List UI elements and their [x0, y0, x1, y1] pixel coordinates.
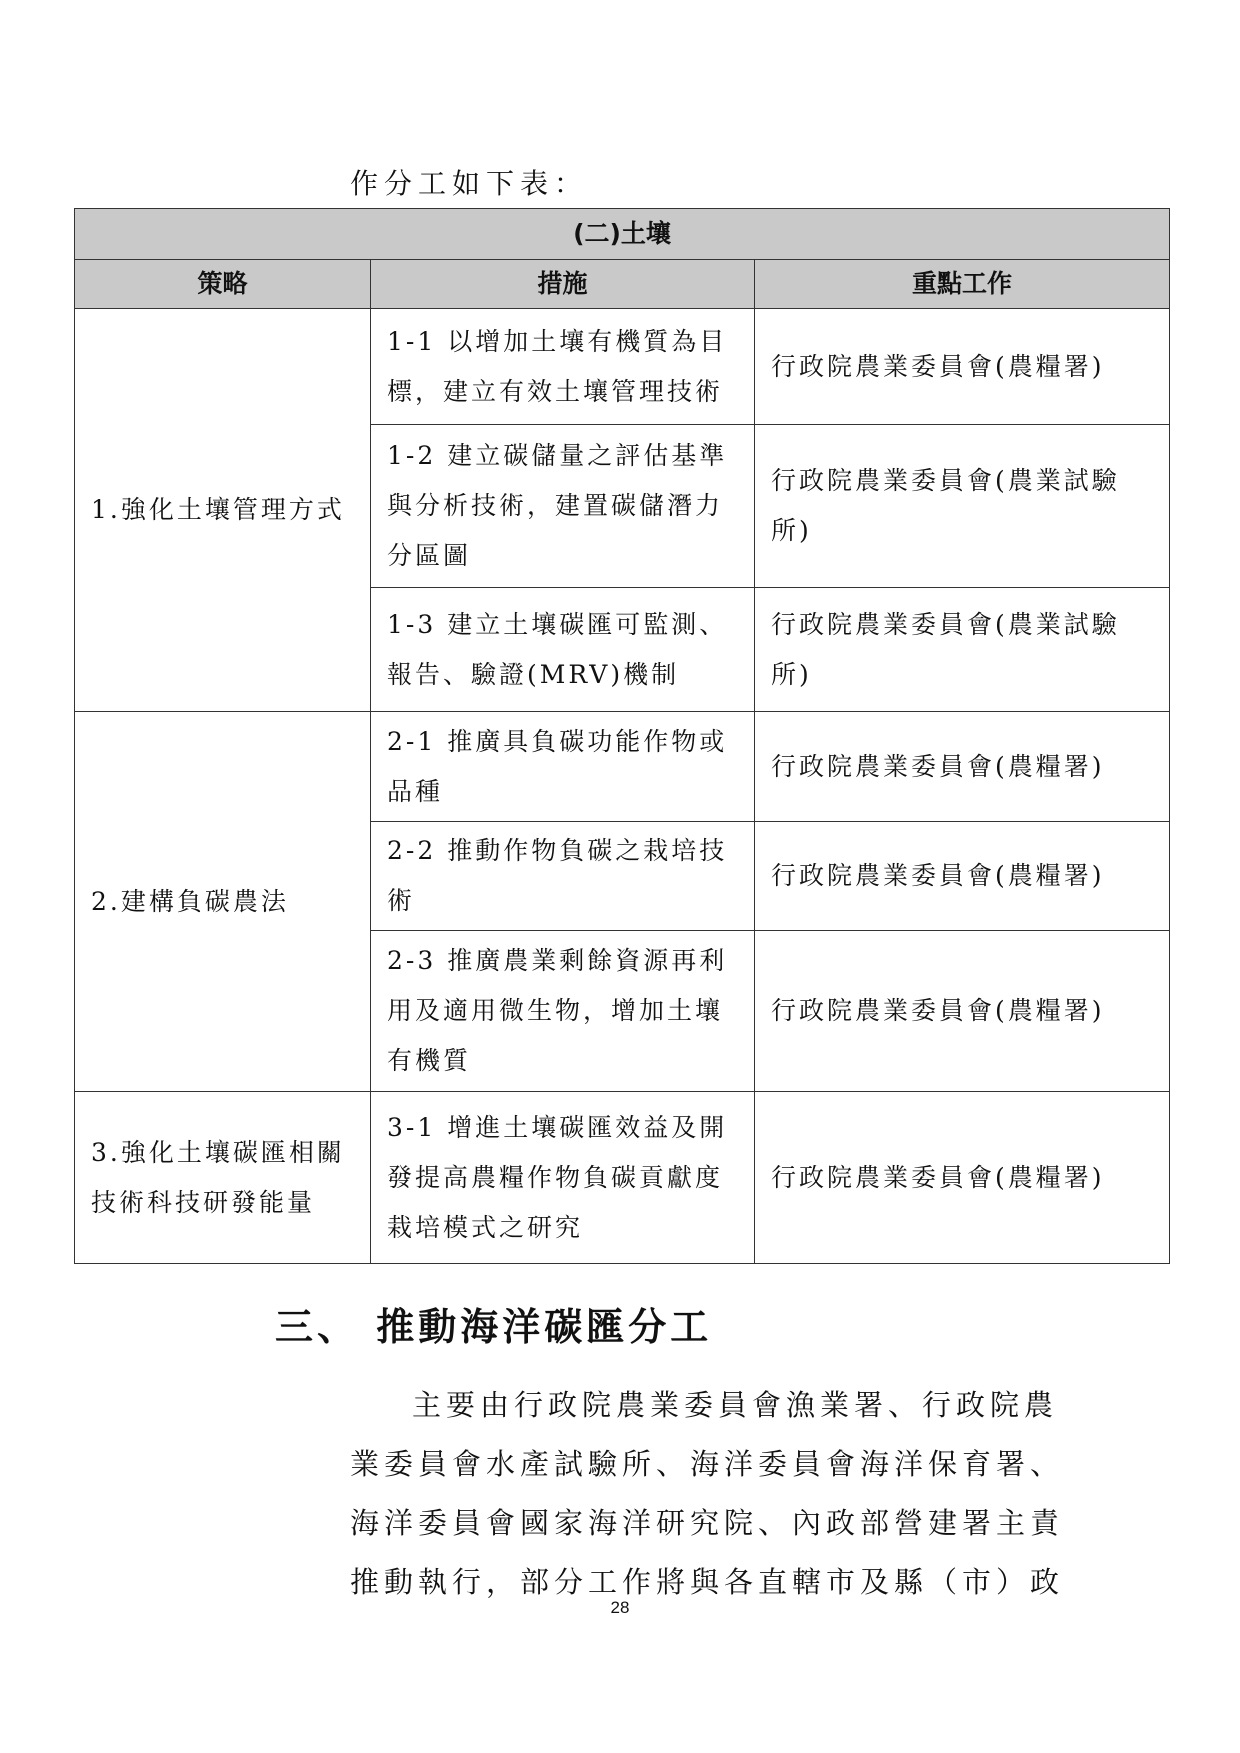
key-work-cell: 行政院農業委員會(農糧署) — [755, 931, 1170, 1092]
paragraph-line: 推動執行，部分工作將與各直轄市及縣（市）政 — [350, 1565, 1065, 1599]
header-measure: 措施 — [371, 260, 755, 309]
key-work-cell: 行政院農業委員會(農糧署) — [755, 712, 1170, 822]
table-title: (二)土壤 — [75, 209, 1170, 260]
measure-cell: 2-2 推動作物負碳之栽培技術 — [371, 822, 755, 931]
key-work-cell: 行政院農業委員會(農糧署) — [755, 1092, 1170, 1264]
strategy-cell: 1.強化土壤管理方式 — [75, 309, 371, 712]
key-work-cell: 行政院農業委員會(農業試驗所) — [755, 425, 1170, 588]
measure-cell: 1-1 以增加土壤有機質為目標，建立有效土壤管理技術 — [371, 309, 755, 425]
measure-cell: 2-1 推廣具負碳功能作物或品種 — [371, 712, 755, 822]
section-heading: 三、 推動海洋碳匯分工 — [275, 1305, 713, 1349]
strategy-cell: 3.強化土壤碳匯相關技術科技研發能量 — [75, 1092, 371, 1264]
measure-cell: 2-3 推廣農業剩餘資源再利用及適用微生物，增加土壤有機質 — [371, 931, 755, 1092]
page-number: 28 — [610, 1598, 630, 1617]
key-work-cell: 行政院農業委員會(農糧署) — [755, 822, 1170, 931]
paragraph-line: 主要由行政院農業委員會漁業署、行政院農 — [412, 1388, 1059, 1422]
header-strategy: 策略 — [75, 260, 371, 309]
strategy-cell: 2.建構負碳農法 — [75, 712, 371, 1092]
work-division-table — [74, 208, 1170, 1264]
table-row — [75, 712, 1170, 822]
body-paragraph — [350, 1376, 1065, 1612]
paragraph-line: 業委員會水產試驗所、海洋委員會海洋保育署、 — [350, 1447, 1065, 1481]
table-row — [75, 309, 1170, 425]
measure-cell: 1-3 建立土壤碳匯可監測、報告、驗證(MRV)機制 — [371, 588, 755, 712]
measure-cell: 1-2 建立碳儲量之評估基準與分析技術，建置碳儲潛力分區圖 — [371, 425, 755, 588]
header-key-work: 重點工作 — [755, 260, 1170, 309]
key-work-cell: 行政院農業委員會(農業試驗所) — [755, 588, 1170, 712]
intro-text: 作分工如下表： — [350, 167, 589, 200]
table-row — [75, 1092, 1170, 1264]
key-work-cell: 行政院農業委員會(農糧署) — [755, 309, 1170, 425]
measure-cell: 3-1 增進土壤碳匯效益及開發提高農糧作物負碳貢獻度栽培模式之研究 — [371, 1092, 755, 1264]
paragraph-line: 海洋委員會國家海洋研究院、內政部營建署主責 — [350, 1506, 1065, 1540]
